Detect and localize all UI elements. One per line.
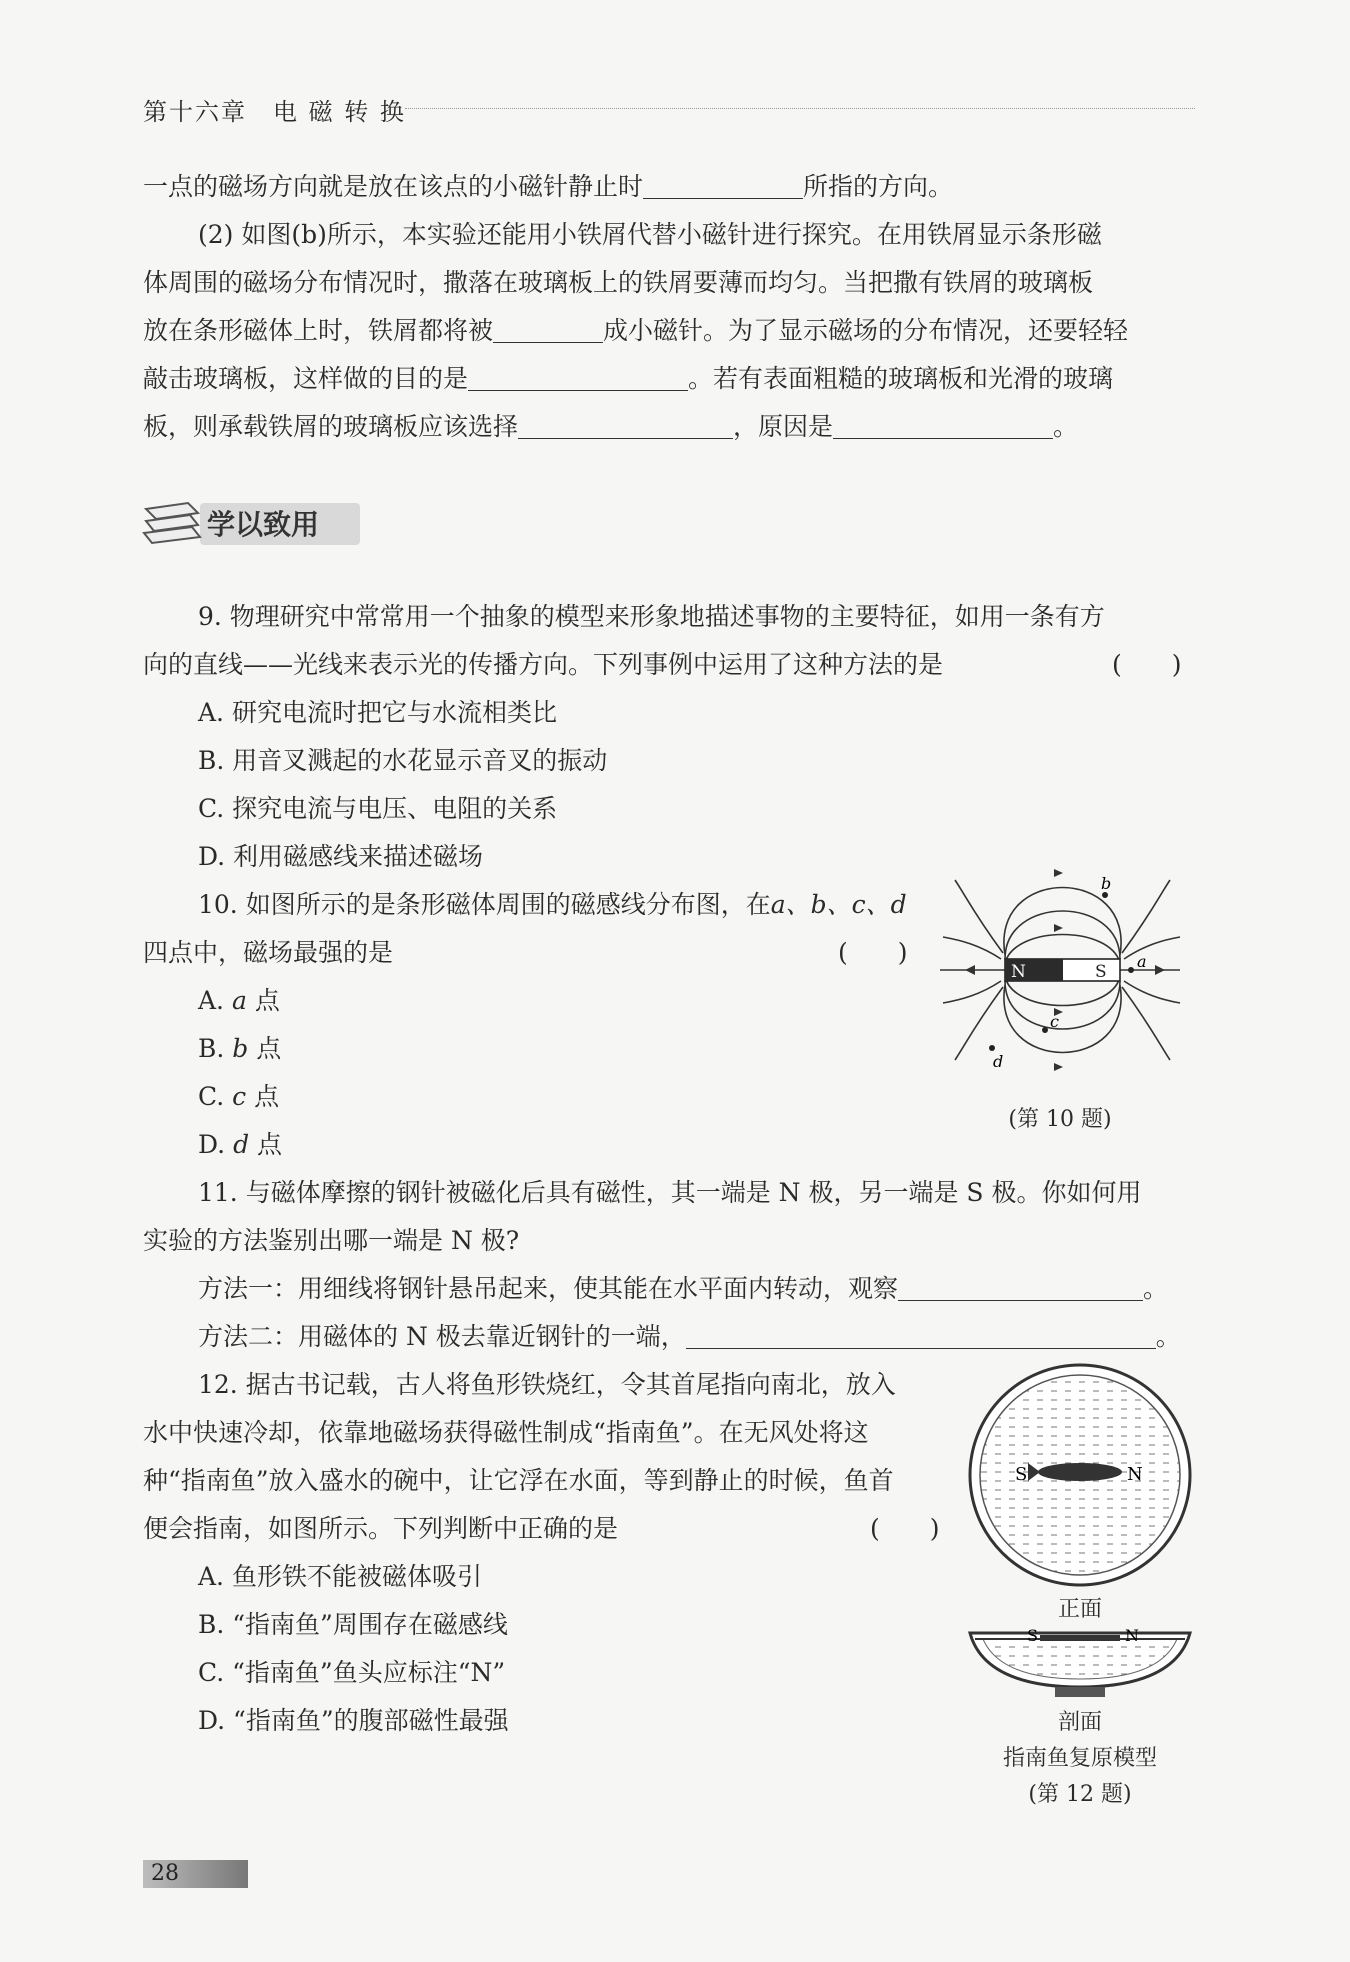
q10-option-d[interactable]: D. d 点 <box>198 1130 283 1159</box>
answer-blank[interactable] <box>686 1324 1156 1349</box>
text-line <box>143 410 1078 444</box>
page-number: 28 <box>151 1861 179 1886</box>
chapter-header: 第十六章 电 磁 转 换 <box>143 98 406 126</box>
south-pole-label: S <box>1095 962 1107 982</box>
north-label: N <box>1125 1626 1139 1645</box>
text: 方法一：用细线将钢针悬吊起来，使其能在水平面内转动，观察 <box>198 1274 899 1303</box>
q12-option-a[interactable]: A. 鱼形铁不能被磁体吸引 <box>198 1562 482 1591</box>
text: 。若有表面粗糙的玻璃板和光滑的玻璃 <box>688 364 1114 393</box>
text: 成小磁针。为了显示磁场的分布情况，还要轻轻 <box>603 316 1129 345</box>
answer-blank[interactable] <box>493 318 603 343</box>
q12-stem-line: 12. 据古书记载，古人将鱼形铁烧红，令其首尾指向南北，放入 <box>198 1370 896 1399</box>
answer-blank[interactable] <box>518 414 733 439</box>
point-b-label: b <box>1101 874 1112 893</box>
text: 一点的磁场方向就是放在该点的小磁针静止时 <box>143 172 644 201</box>
south-label: S <box>1015 1464 1028 1485</box>
figure-label-section: 剖面 <box>1057 1710 1102 1735</box>
answer-blank[interactable] <box>833 414 1053 439</box>
text: 。 <box>1155 1322 1181 1351</box>
text-line <box>143 362 1113 396</box>
figure-caption: (第 12 题) <box>1028 1782 1132 1807</box>
north-pole-label: N <box>1011 962 1026 982</box>
q9-option-a[interactable]: A. 研究电流时把它与水流相类比 <box>198 698 557 727</box>
q9-option-b[interactable]: B. 用音叉溅起的水花显示音叉的振动 <box>198 746 608 775</box>
fish-icon <box>1040 1635 1120 1641</box>
point-labels: a、b、c、d <box>770 890 907 919</box>
q9-answer-paren[interactable]: ( ) <box>1112 650 1182 679</box>
text: 放在条形磁体上时，铁屑都将被 <box>143 316 494 345</box>
q11-method-1 <box>198 1272 1168 1306</box>
text-line: (2) 如图(b)所示，本实验还能用小铁屑代替小磁针进行探究。在用铁屑显示条形磁 <box>198 220 1102 249</box>
text: 。 <box>1143 1274 1169 1303</box>
figure-caption: (第 10 题) <box>1008 1107 1112 1132</box>
q10-option-c[interactable]: C. c 点 <box>198 1082 280 1111</box>
text: 。 <box>1053 412 1079 441</box>
q11-stem-line: 11. 与磁体摩擦的钢针被磁化后具有磁性，其一端是 N 极，另一端是 S 极。你如何用 <box>198 1178 1142 1207</box>
fish-bowl-section-figure <box>965 1625 1195 1705</box>
point-d-label: d <box>993 1052 1004 1071</box>
q10-option-b[interactable]: B. b 点 <box>198 1034 282 1063</box>
answer-blank[interactable] <box>468 366 688 391</box>
header-rule <box>405 108 1195 109</box>
q12-stem-line: 便会指南，如图所示。下列判断中正确的是 <box>143 1514 619 1543</box>
text: 敲击玻璃板，这样做的目的是 <box>143 364 469 393</box>
text-line <box>143 314 1128 348</box>
q12-option-d[interactable]: D. “指南鱼”的腹部磁性最强 <box>198 1706 509 1735</box>
magnet-field-figure <box>935 855 1185 1080</box>
q11-stem-line: 实验的方法鉴别出哪一端是 N 极? <box>143 1226 520 1255</box>
q10-answer-paren[interactable]: ( ) <box>838 938 908 967</box>
figure-title: 指南鱼复原模型 <box>1002 1746 1157 1771</box>
answer-blank[interactable] <box>643 174 803 199</box>
text-line: 体周围的磁场分布情况时，撒落在玻璃板上的铁屑要薄而均匀。当把撒有铁屑的玻璃板 <box>143 268 1094 297</box>
text: 10. 如图所示的是条形磁体周围的磁感线分布图，在 <box>198 890 771 919</box>
q9-stem-line: 向的直线——光线来表示光的传播方向。下列事例中运用了这种方法的是 <box>143 650 944 679</box>
q9-option-d[interactable]: D. 利用磁感线来描述磁场 <box>198 842 484 871</box>
q9-stem-line: 9. 物理研究中常常用一个抽象的模型来形象地描述事物的主要特征，如用一条有方 <box>198 602 1105 631</box>
point-c-label: c <box>1050 1012 1059 1031</box>
text: 方法二：用磁体的 N 极去靠近钢针的一端， <box>198 1322 686 1351</box>
q11-method-2 <box>198 1320 1181 1354</box>
figure-label-front: 正面 <box>1057 1597 1102 1622</box>
text: 所指的方向。 <box>803 172 954 201</box>
text: 板，则承载铁屑的玻璃板应该选择 <box>143 412 519 441</box>
q10-stem-line <box>198 888 907 922</box>
north-label: N <box>1127 1464 1143 1485</box>
q12-option-b[interactable]: B. “指南鱼”周围存在磁感线 <box>198 1610 508 1639</box>
q9-option-c[interactable]: C. 探究电流与电压、电阻的关系 <box>198 794 558 823</box>
q12-answer-paren[interactable]: ( ) <box>870 1514 940 1543</box>
text: ，原因是 <box>733 412 834 441</box>
fish-bowl-front-figure <box>965 1360 1195 1590</box>
text-line <box>143 170 953 204</box>
q10-stem-line: 四点中，磁场最强的是 <box>143 938 394 967</box>
books-icon <box>144 503 200 543</box>
page-number-tab <box>143 1860 248 1888</box>
section-title: 学以致用 <box>207 508 320 541</box>
q10-option-a[interactable]: A. a 点 <box>198 986 280 1015</box>
point-a-label: a <box>1137 952 1147 971</box>
q12-option-c[interactable]: C. “指南鱼”鱼头应标注“N” <box>198 1658 506 1687</box>
q12-stem-line: 种“指南鱼”放入盛水的碗中，让它浮在水面，等到静止的时候，鱼首 <box>143 1466 894 1495</box>
answer-blank[interactable] <box>898 1276 1143 1301</box>
q12-stem-line: 水中快速冷却，依靠地磁场获得磁性制成“指南鱼”。在无风处将这 <box>143 1418 869 1447</box>
south-label: S <box>1027 1626 1038 1645</box>
